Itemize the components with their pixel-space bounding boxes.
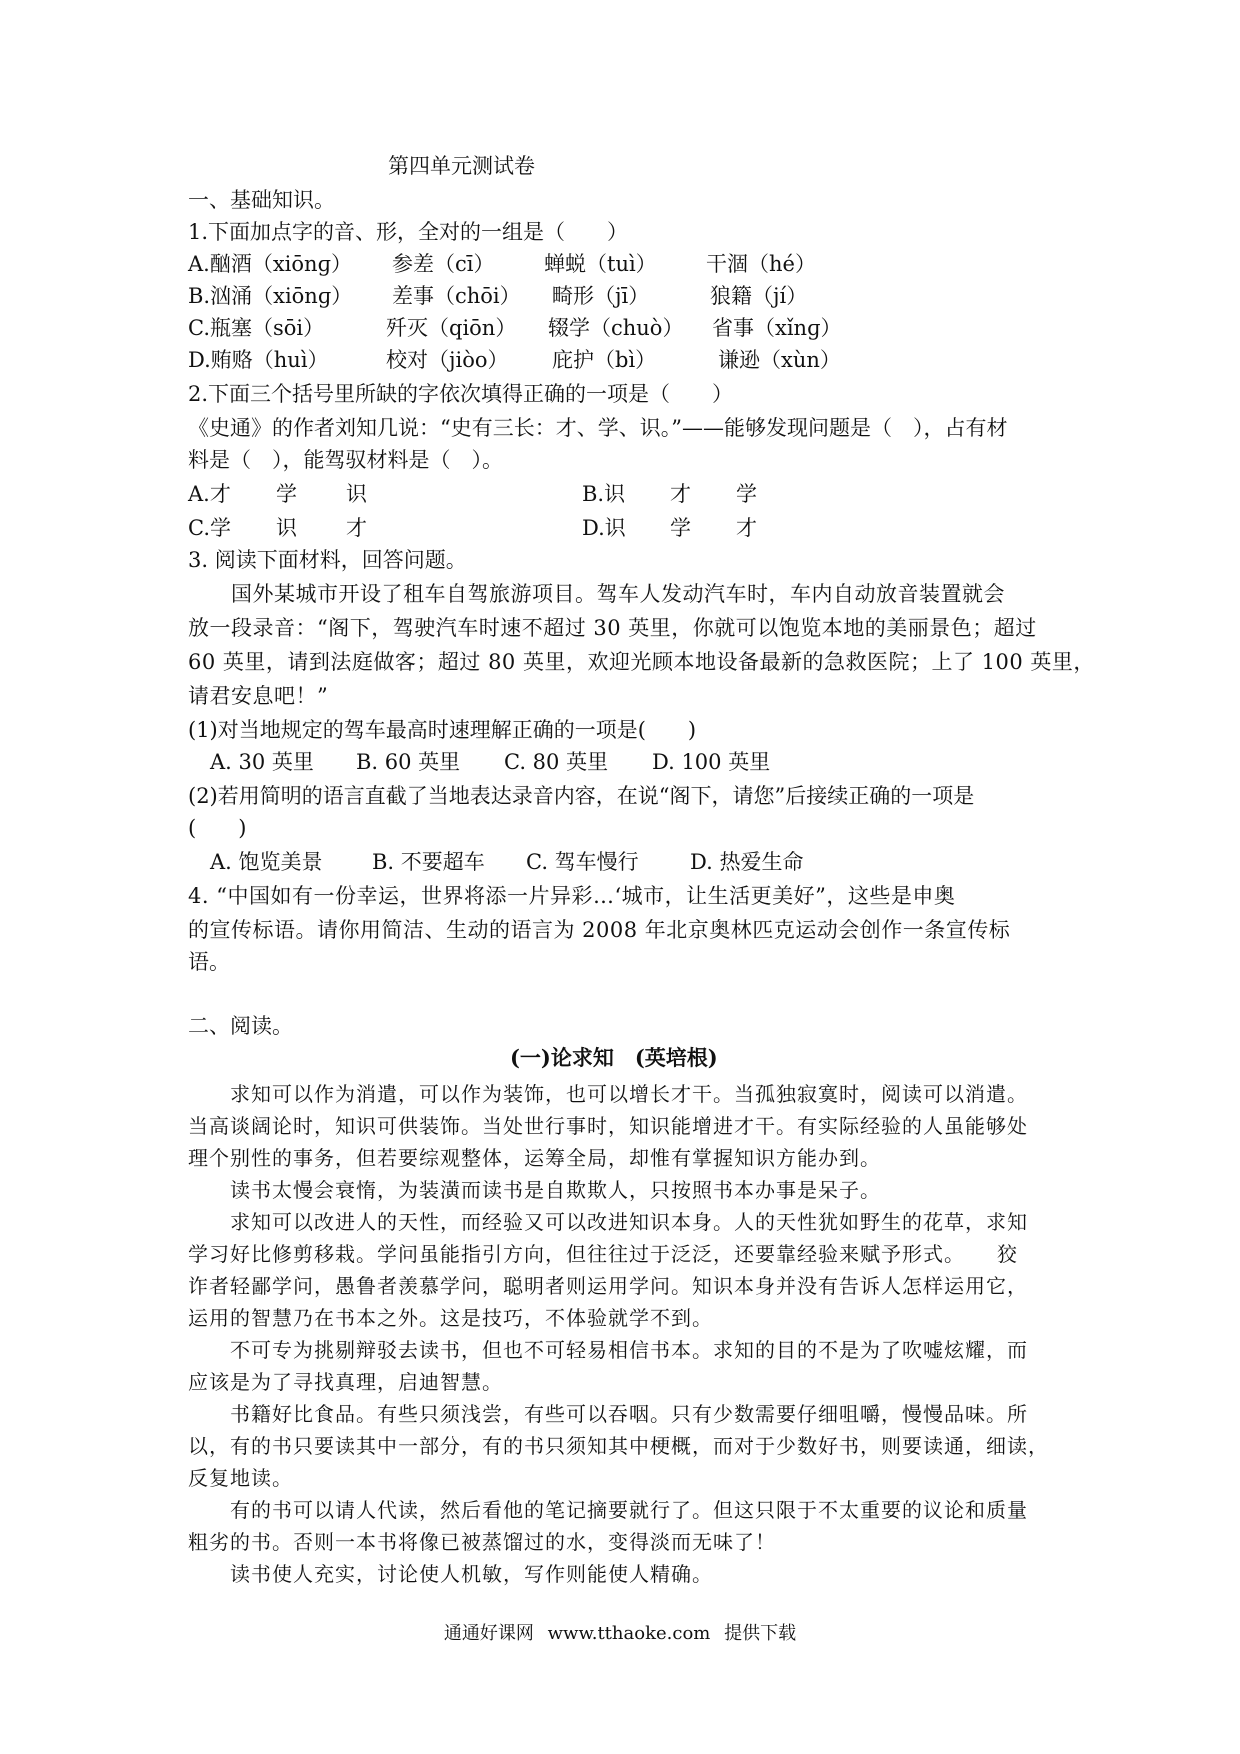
q2-option-a-1: A.才 [188, 482, 231, 506]
q3-sub2-blank: ( ) [188, 816, 247, 840]
q1-option-a-2: 参差（cī） [392, 252, 495, 276]
q2-text-line-2: 料是（ ），能驾驭材料是（ ）。 [188, 448, 503, 472]
reading-line: 理个别性的事务，但若要综观整体，运筹全局，却惟有掌握知识方能办到。 [188, 1146, 881, 1170]
q2-option-d-3: 才 [736, 516, 757, 540]
reading-line: 反复地读。 [188, 1466, 293, 1490]
q2-option-b-3: 学 [736, 482, 757, 506]
section-heading-reading: 二、阅读。 [188, 1014, 293, 1038]
q4-line-1: 4. “中国如有一份幸运，世界将添一片异彩…‘城市，让生活更美好”，这些是申奥 [188, 884, 956, 908]
page-title: 第四单元测试卷 [388, 154, 535, 178]
q3-para-line-4: 请君安息吧！” [188, 684, 329, 708]
q1-option-d-1: D.贿赂（huì） [188, 348, 329, 372]
q1-option-c-4: 省事（xǐnɡ） [712, 316, 842, 340]
q1-option-d-4: 谦逊（xùn） [718, 348, 841, 372]
q4-line-3: 语。 [188, 950, 230, 974]
q2-option-c-2: 识 [276, 516, 297, 540]
section-heading-basics: 一、基础知识。 [188, 188, 335, 212]
reading-heading: (一)论求知 (英培根) [510, 1045, 718, 1070]
q1-option-c-1: C.瓶塞（sōi） [188, 316, 325, 340]
q3-para-line-3: 60 英里，请到法庭做客；超过 80 英里，欢迎光顾本地设备最新的急救医院；上了 100 英里， [188, 650, 1095, 674]
q2-option-a-3: 识 [346, 482, 367, 506]
q3-sub2-option-a: A. 饱览美景 [210, 850, 323, 874]
q3-sub2-option-c: C. 驾车慢行 [526, 850, 639, 874]
q1-option-c-3: 辍学（chuò） [548, 316, 684, 340]
q2-option-d-2: 学 [670, 516, 691, 540]
footer-site-name: 通通好课网 [443, 1623, 534, 1644]
reading-line: 以，有的书只要读其中一部分，有的书只须知其中梗概，而对于少数好书，则要读通，细读， [188, 1434, 1049, 1458]
q3-para-line-2: 放一段录音：“阁下，驾驶汽车时速不超过 30 英里，你就可以饱览本地的美丽景色；超过 [188, 616, 1037, 640]
q1-option-a-3: 蝉蜕（tuì） [544, 252, 657, 276]
reading-line: 应该是为了寻找真理，启迪智慧。 [188, 1370, 503, 1394]
q2-text-line-1: 《史通》的作者刘知几说：“史有三长：才、学、识。”——能够发现问题是（ ），占有材 [188, 416, 1008, 440]
q3-sub2-option-d: D. 热爱生命 [690, 850, 804, 874]
q1-option-d-3: 庇护（bì） [552, 348, 657, 372]
q3-sub2-stem: (2)若用简明的语言直截了当地表达录音内容，在说“阁下，请您”后接续正确的一项是 [188, 784, 975, 808]
q2-option-c-3: 才 [346, 516, 367, 540]
footer-url-link[interactable]: www.tthaoke.com [547, 1623, 711, 1644]
q2-option-c-1: C.学 [188, 516, 231, 540]
reading-line: 书籍好比食品。有些只须浅尝，有些可以吞咽。只有少数需要仔细咀嚼，慢慢品味。所 [188, 1402, 1028, 1426]
q1-option-d-2: 校对（jiòo） [386, 348, 509, 372]
q3-stem: 3. 阅读下面材料，回答问题。 [188, 548, 467, 572]
q2-option-b-1: B.识 [582, 482, 626, 506]
reading-line: 学习好比修剪移栽。学问虽能指引方向，但往往过于泛泛，还要靠经验来赋予形式。 狡 [188, 1242, 1018, 1266]
q1-option-b-2: 差事（chōi） [392, 284, 521, 308]
q1-option-a-4: 干涸（hé） [706, 252, 816, 276]
q1-option-a-1: A.酗酒（xiōnɡ） [188, 252, 353, 276]
q3-sub2-option-b: B. 不要超车 [372, 850, 485, 874]
q3-sub1-option-b: B. 60 英里 [356, 750, 461, 774]
reading-line: 运用的智慧乃在书本之外。这是技巧，不体验就学不到。 [188, 1306, 713, 1330]
q2-option-a-2: 学 [276, 482, 297, 506]
reading-line: 粗劣的书。否则一本书将像已被蒸馏过的水，变得淡而无味了！ [188, 1530, 776, 1554]
reading-line: 诈者轻鄙学问，愚鲁者羡慕学问，聪明者则运用学问。知识本身并没有告诉人怎样运用它， [188, 1274, 1028, 1298]
q1-option-b-3: 畸形（jī） [552, 284, 650, 308]
reading-line: 有的书可以请人代读，然后看他的笔记摘要就行了。但这只限于不太重要的议论和质量 [188, 1498, 1028, 1522]
q1-option-c-2: 歼灭（qiōn） [386, 316, 517, 340]
reading-line: 不可专为挑剔辩驳去读书，但也不可轻易相信书本。求知的目的不是为了吹嘘炫耀，而 [188, 1338, 1028, 1362]
reading-line: 当高谈阔论时，知识可供装饰。当处世行事时，知识能增进才干。有实际经验的人虽能够处 [188, 1114, 1028, 1138]
q2-option-d-1: D.识 [582, 516, 626, 540]
q3-para-line-1: 国外某城市开设了租车自驾旅游项目。驾车人发动汽车时，车内自动放音装置就会 [188, 582, 1005, 606]
q1-option-b-4: 狼籍（jí） [710, 284, 808, 308]
q1-stem: 1.下面加点字的音、形，全对的一组是（ ） [188, 220, 629, 244]
reading-line: 读书太慢会衰惰，为装潢而读书是自欺欺人，只按照书本办事是呆子。 [188, 1178, 881, 1202]
q4-line-2: 的宣传标语。请你用简洁、生动的语言为 2008 年北京奥林匹克运动会创作一条宣传标 [188, 918, 1011, 942]
q3-sub1-option-a: A. 30 英里 [210, 750, 314, 774]
reading-line: 求知可以改进人的天性，而经验又可以改进知识本身。人的天性犹如野生的花草，求知 [188, 1210, 1028, 1234]
q3-sub1-option-c: C. 80 英里 [504, 750, 609, 774]
q2-stem: 2.下面三个括号里所缺的字依次填得正确的一项是（ ） [188, 382, 734, 406]
page-footer [0, 1620, 1240, 1648]
reading-line: 求知可以作为消遣，可以作为装饰，也可以增长才干。当孤独寂寞时，阅读可以消遣。 [188, 1082, 1028, 1106]
footer-download-note: 提供下载 [724, 1623, 797, 1644]
reading-line: 读书使人充实，讨论使人机敏，写作则能使人精确。 [188, 1562, 713, 1586]
q3-sub1-stem: (1)对当地规定的驾车最高时速理解正确的一项是( ) [188, 718, 697, 742]
q3-sub1-option-d: D. 100 英里 [652, 750, 771, 774]
q1-option-b-1: B.汹涌（xiōnɡ） [188, 284, 353, 308]
q2-option-b-2: 才 [670, 482, 691, 506]
